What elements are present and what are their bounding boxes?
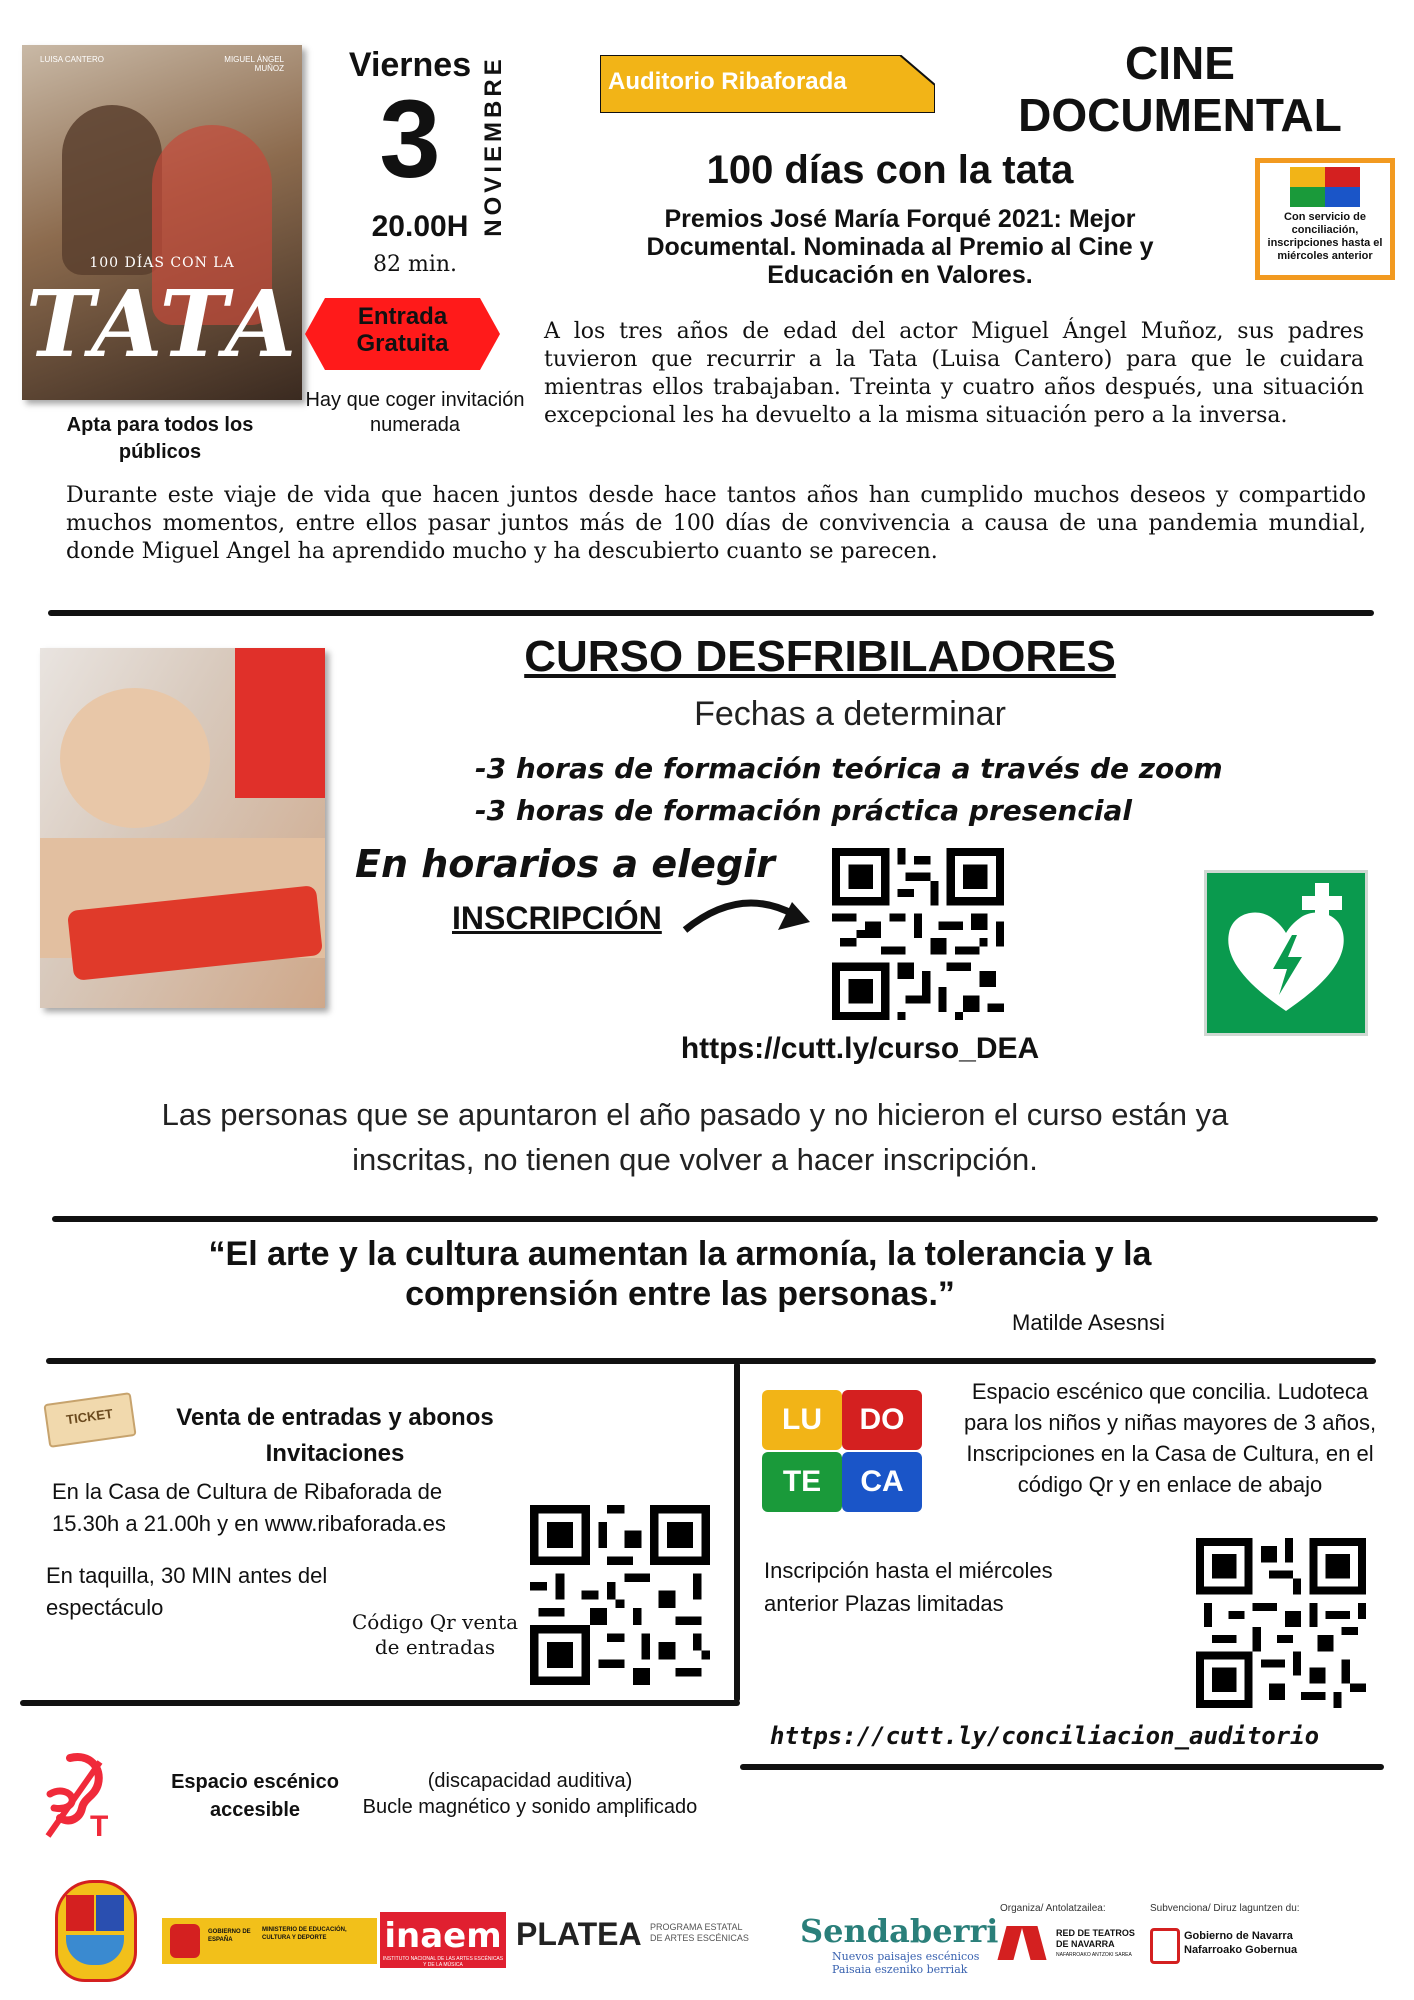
ludoteca-deadline: Inscripción hasta el miércoles anterior Plazas limitadas	[764, 1558, 1053, 1616]
film-award: Premios José María Forqué 2021: Mejor Documental. Nominada al Premio al Cine y Educación en Valores.	[646, 205, 1154, 289]
course-item-1: -3 horas de formación teórica a través de zoom	[475, 752, 1223, 785]
sendaberri-sub-2: Paisaia eszeniko berriak	[832, 1963, 968, 1976]
course-title: CURSO DESFRIBILADORES	[524, 632, 1116, 681]
divider-vertical	[734, 1362, 740, 1702]
tickets-qr-label: Código Qr venta de entradas	[351, 1610, 519, 1659]
arrow-right-icon	[680, 880, 815, 940]
tickets-qr-code[interactable]	[530, 1505, 710, 1685]
gobierno-navarra-shield-icon	[1150, 1928, 1180, 1964]
subvenciona-label: Subvenciona/ Diruz laguntzen du:	[1150, 1903, 1300, 1914]
quote-text: “El arte y la cultura aumentan la armonía, la tolerancia y la comprensión entre las personas.”	[208, 1235, 1152, 1313]
svg-text:T: T	[90, 1810, 109, 1838]
red-teatros-mark-2	[1021, 1926, 1046, 1960]
event-duration: 82 min.	[372, 252, 458, 277]
inaem-logo	[380, 1912, 506, 1968]
divider-4	[20, 1700, 740, 1706]
divider-3	[46, 1358, 1376, 1364]
red-teatros-mark	[997, 1926, 1022, 1960]
divider-1	[48, 610, 1374, 616]
section-title-documental: DOCUMENTAL	[1018, 89, 1342, 141]
ludoteca-mini-logo	[1290, 167, 1360, 207]
entry-badge: Entrada Gratuita	[356, 303, 449, 357]
course-note: Las personas que se apuntaron el año pasado y no hicieron el curso están ya inscritas, no tienen que volver a hacer inscripción.	[161, 1097, 1229, 1177]
nafarroako-label: Nafarroako Gobernua	[1184, 1944, 1298, 1956]
event-time: 20.00H	[371, 210, 469, 243]
ludoteca-qr-code[interactable]	[1196, 1538, 1366, 1708]
ludoteca-description: Espacio escénico que concilia. Ludoteca para los niños y niñas mayores de 3 años, Inscripciones en la Casa de Cultura, en el código Qr y en enlace de abajo	[963, 1379, 1377, 1497]
course-schedule: En horarios a elegir	[355, 842, 775, 886]
gov-spain-label: GOBIERNO DE ESPAÑA	[208, 1929, 251, 1943]
quote-author: Matilde Asesnsi	[1012, 1310, 1165, 1335]
organiza-label: Organiza/ Antolatzailea:	[1000, 1903, 1106, 1914]
synopsis-1: A los tres años de edad del actor Miguel Ángel Muñoz, sus padres tuvieron que recurrir a la Tata (Luisa Cantero) para que le cuidara mientras ellos trabajaban. Treinta y cuatro años después, una situación excepcional les ha devuelto a la misma situación pero a la inversa.	[544, 319, 1364, 428]
conciliation-badge-text: Con servicio de conciliación, inscripciones hasta el miércoles anterior	[1267, 211, 1383, 262]
ludoteca-tile-ca: CA	[842, 1452, 922, 1512]
hearing-loop-icon	[40, 1748, 120, 1838]
tickets-heading-2: Invitaciones	[265, 1440, 405, 1467]
inaem-label: inaem	[384, 1916, 502, 1956]
poster-subtitle: 100 DÍAS CON LA	[89, 255, 235, 271]
sendaberri-logo: Sendaberri	[800, 1912, 999, 1950]
day-name: Viernes	[348, 46, 472, 84]
course-dates: Fechas a determinar	[694, 695, 1006, 733]
conciliation-badge	[1255, 158, 1395, 280]
gobierno-espana-logo	[162, 1918, 377, 1964]
inaem-sub-label: INSTITUTO NACIONAL DE LAS ARTES ESCÉNICAS Y DE LA MÚSICA	[382, 1956, 504, 1968]
month-label: NOVIEMBRE	[480, 55, 507, 237]
ludoteca-url[interactable]: https://cutt.ly/conciliacion_auditorio	[770, 1722, 1320, 1750]
red-teatros-sub-label: NAFARROAKO ANTZOKI SAREA	[1056, 1952, 1132, 1958]
platea-sub-label: PROGRAMA ESTATAL DE ARTES ESCÉNICAS	[650, 1922, 749, 1943]
age-rating: Apta para todos los públicos	[66, 414, 254, 463]
ribaforada-shield-logo	[55, 1880, 137, 1982]
ticket-icon	[43, 1392, 136, 1448]
poster-figure-man	[62, 105, 162, 275]
accessibility-line-1: (discapacidad auditiva)	[427, 1770, 633, 1792]
section-title-cine: CINE	[1125, 37, 1235, 89]
invitation-note: Hay que coger invitación numerada	[305, 389, 525, 436]
divider-5	[740, 1764, 1384, 1770]
red-teatros-label: RED DE TEATROS DE NAVARRA	[1056, 1928, 1135, 1949]
poster-name-left: LUISA CANTERO	[40, 55, 105, 64]
synopsis-2: Durante este viaje de vida que hacen juntos desde hace tantos años han cumplido muchos deseos y compartido muchos momentos, entre ellos pasar juntos más de 100 días de convivencia a causa de una pandemia mundial, donde Miguel Angel ha aprendido mucho y ha descubierto cuanto se parecen.	[66, 483, 1366, 564]
course-photo	[40, 648, 325, 1008]
film-poster	[22, 45, 302, 400]
poster-name-right: MIGUEL ÁNGEL MUÑOZ	[224, 55, 284, 73]
course-url[interactable]: https://cutt.ly/curso_DEA	[680, 1032, 1040, 1065]
aed-icon	[1204, 870, 1368, 1036]
ludoteca-tile-lu: LU	[762, 1390, 842, 1450]
day-number: 3	[379, 78, 441, 201]
course-qr-code[interactable]	[832, 848, 1004, 1020]
divider-2	[52, 1216, 1378, 1222]
venue-tag: Auditorio Ribaforada	[608, 68, 847, 95]
ticket-icon-label: TICKET	[65, 1405, 114, 1428]
tickets-heading-1: Venta de entradas y abonos	[176, 1404, 494, 1431]
accessibility-line-2: Bucle magnético y sonido amplificado	[362, 1796, 698, 1818]
tickets-box-office: En taquilla, 30 MIN antes del espectáculo	[46, 1563, 328, 1620]
ludoteca-tile-do: DO	[842, 1390, 922, 1450]
course-item-2: -3 horas de formación práctica presencial	[475, 794, 1133, 827]
course-inscription-label: INSCRIPCIÓN	[452, 900, 662, 936]
ludoteca-logo	[762, 1390, 922, 1512]
aed-heart-icon	[1207, 873, 1365, 1033]
platea-logo: PLATEA	[516, 1916, 642, 1952]
accessible-space-label: Espacio escénico accesible	[171, 1771, 339, 1821]
ministry-label: MINISTERIO DE EDUCACIÓN, CULTURA Y DEPORTE	[262, 1927, 347, 1941]
manikin-head	[60, 688, 210, 828]
film-title: 100 días con la tata	[706, 148, 1074, 192]
tickets-location: En la Casa de Cultura de Ribaforada de 15.30h a 21.00h y en www.ribaforada.es	[52, 1479, 446, 1536]
gobierno-navarra-label: Gobierno de Navarra	[1184, 1930, 1293, 1942]
defibrillator-case	[235, 648, 325, 798]
sendaberri-sub-1: Nuevos paisajes escénicos	[832, 1950, 980, 1963]
ludoteca-tile-te: TE	[762, 1452, 842, 1512]
poster-title: TATA	[25, 270, 299, 378]
